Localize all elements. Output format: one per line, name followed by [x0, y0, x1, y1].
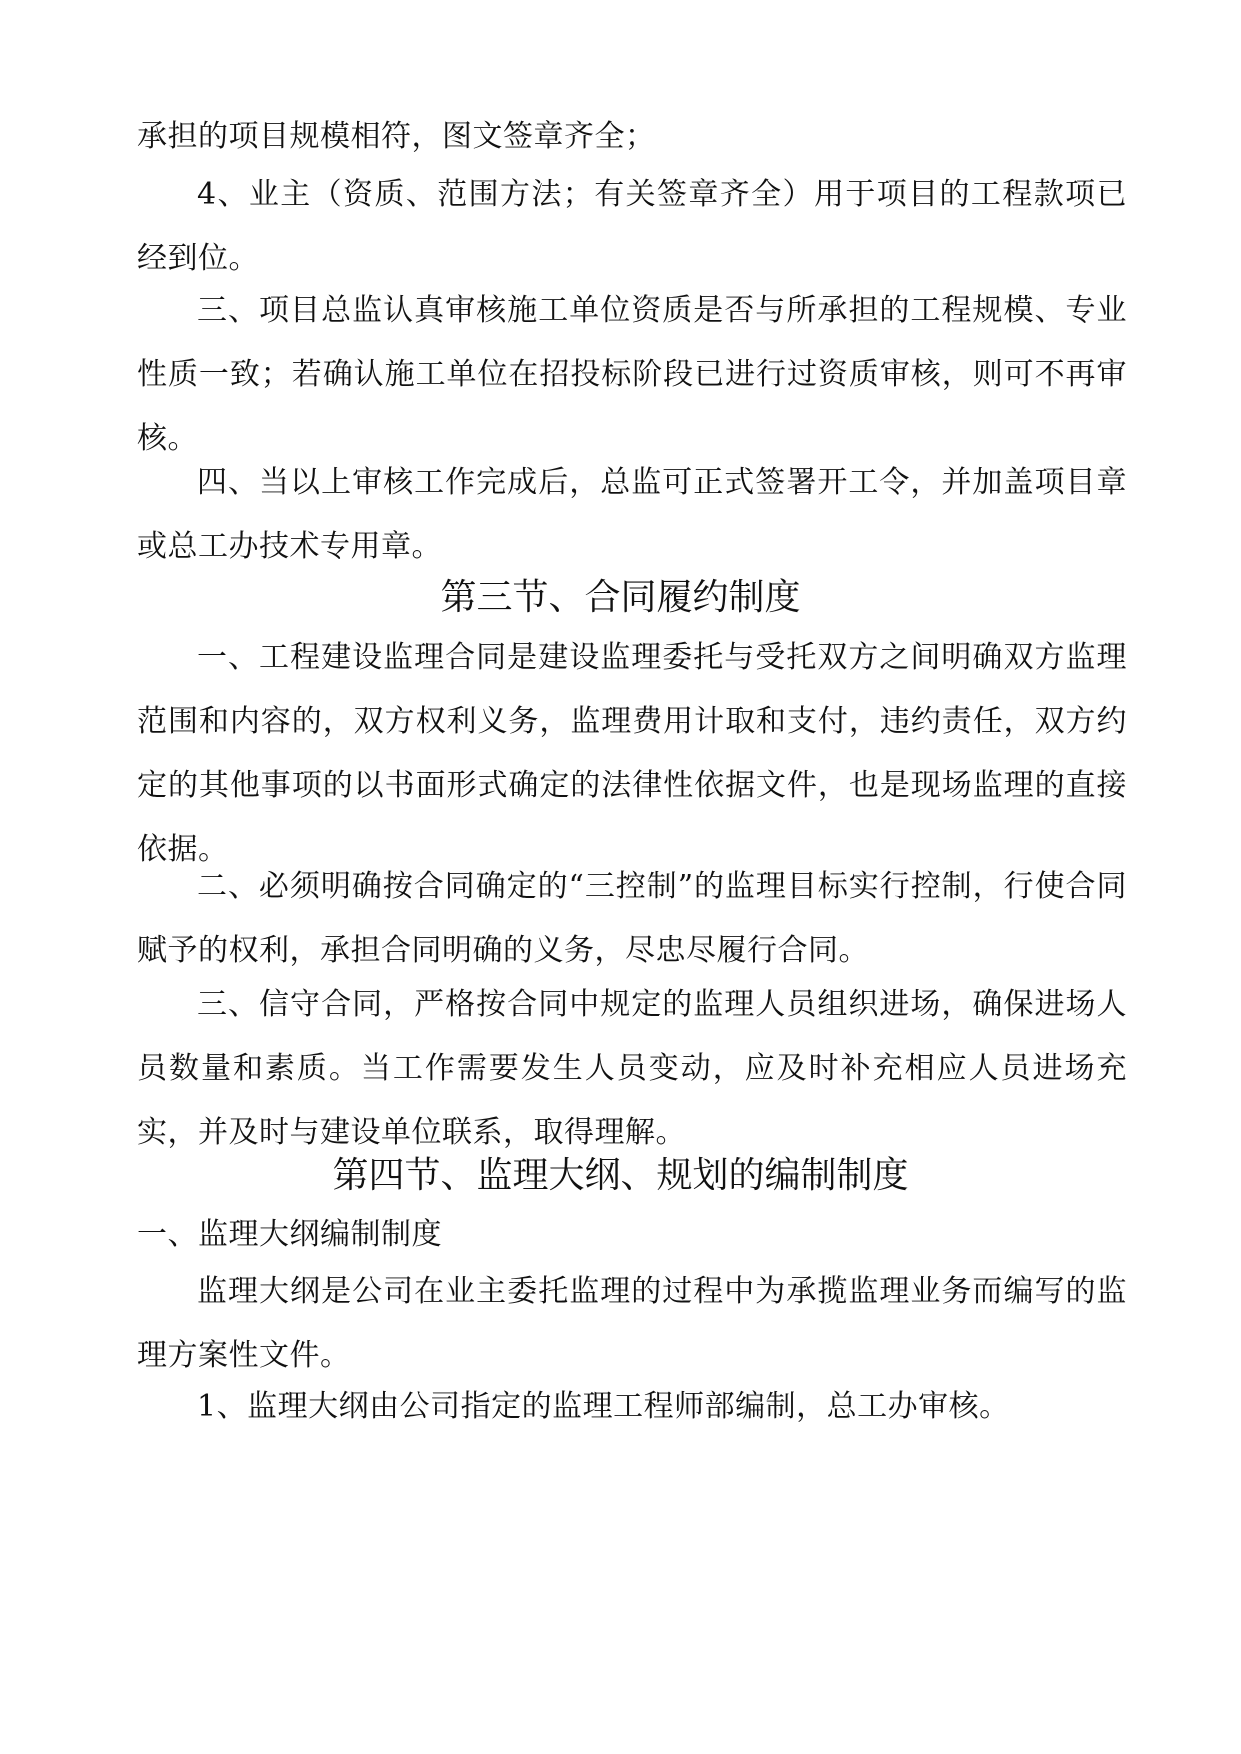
section-heading-contract: 第三节、合同履约制度: [440, 577, 801, 618]
section-heading-outline: 第四节、监理大纲、规划的编制制度: [332, 1155, 909, 1196]
paragraph-contractor-qualification: 三、项目总监认真审核施工单位资质是否与所承担的工程规模、专业性质一致；若确认施工单位在招投标阶段已进行过资质审核，则可不再审核。: [137, 293, 1127, 456]
paragraph-outline-preparation: 1、监理大纲由公司指定的监理工程师部编制，总工办审核。: [197, 1389, 1010, 1424]
paragraph-three-controls: 二、必须明确按合同确定的“三控制”的监理目标实行控制，行使合同赋予的权利，承担合同明确的义务，尽忠尽履行合同。: [137, 869, 1127, 968]
paragraph-personnel: 三、信守合同，严格按合同中规定的监理人员组织进场，确保进场人员数量和素质。当工作需要发生人员变动，应及时补充相应人员进场充实，并及时与建设单位联系，取得理解。: [137, 987, 1127, 1150]
paragraph-outline-definition: 监理大纲是公司在业主委托监理的过程中为承揽监理业务而编写的监理方案性文件。: [137, 1274, 1127, 1373]
paragraph-owner-funds: 4、业主（资质、范围方法；有关签章齐全）用于项目的工程款项已经到位。: [137, 177, 1127, 276]
paragraph-contract-definition: 一、工程建设监理合同是建设监理委托与受托双方之间明确双方监理范围和内容的，双方权利义务，监理费用计取和支付，违约责任，双方约定的其他事项的以书面形式确定的法律性依据文件，也是现场监理的直接依据。: [137, 640, 1127, 867]
paragraph-qualification-end: 承担的项目规模相符，图文签章齐全；: [137, 119, 656, 154]
paragraph-start-order: 四、当以上审核工作完成后，总监可正式签署开工令，并加盖项目章或总工办技术专用章。: [137, 465, 1127, 564]
subheading-outline-system: 一、监理大纲编制制度: [137, 1217, 442, 1252]
